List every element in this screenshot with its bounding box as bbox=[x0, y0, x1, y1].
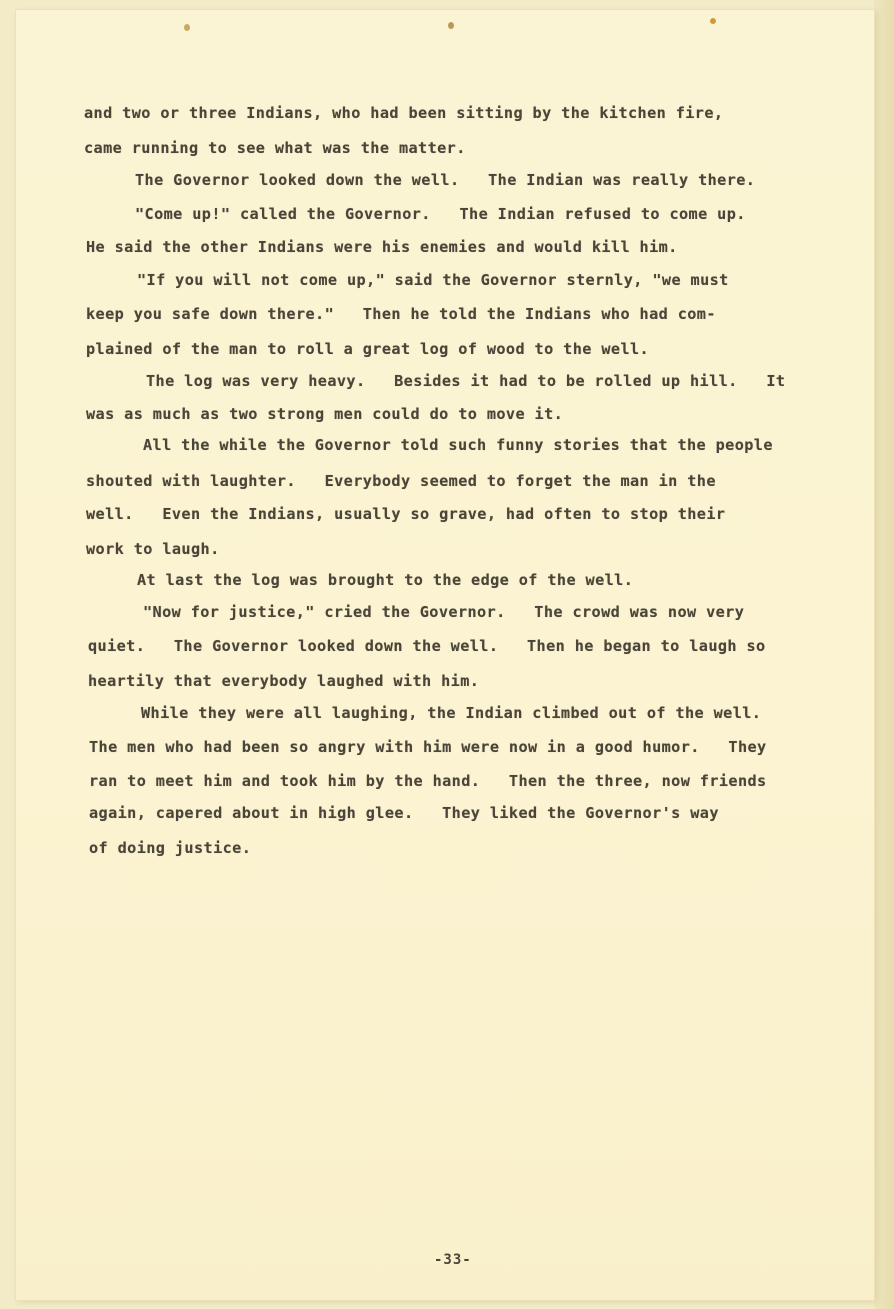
text-line: quiet. The Governor looked down the well. Then he began to laugh so bbox=[88, 637, 766, 655]
text-line: He said the other Indians were his enemies and would kill him. bbox=[86, 238, 678, 256]
text-line: The log was very heavy. Besides it had to be rolled up hill. It bbox=[146, 372, 786, 390]
text-line: "Now for justice," cried the Governor. The crowd was now very bbox=[143, 603, 745, 621]
text-line: While they were all laughing, the Indian climbed out of the well. bbox=[141, 704, 762, 722]
text-line: "Come up!" called the Governor. The Indian refused to come up. bbox=[135, 205, 746, 223]
text-line: heartily that everybody laughed with him. bbox=[88, 672, 480, 690]
text-line: work to laugh. bbox=[86, 540, 220, 558]
text-line: The men who had been so angry with him were now in a good humor. They bbox=[89, 738, 767, 756]
text-line: shouted with laughter. Everybody seemed to forget the man in the bbox=[86, 472, 716, 490]
page-number: -33- bbox=[434, 1252, 472, 1268]
text-line: was as much as two strong men could do to move it. bbox=[86, 405, 564, 423]
text-line: of doing justice. bbox=[89, 839, 252, 857]
text-line: again, capered about in high glee. They liked the Governor's way bbox=[89, 804, 719, 822]
text-line: "If you will not come up," said the Governor sternly, "we must bbox=[137, 271, 729, 289]
text-line: keep you safe down there." Then he told the Indians who had com- bbox=[86, 305, 716, 323]
text-line: and two or three Indians, who had been sitting by the kitchen fire, bbox=[84, 104, 724, 122]
text-line: well. Even the Indians, usually so grave, had often to stop their bbox=[86, 505, 726, 523]
text-line: came running to see what was the matter. bbox=[84, 139, 466, 157]
text-line: ran to meet him and took him by the hand. Then the three, now friends bbox=[89, 772, 767, 790]
text-line: At last the log was brought to the edge of the well. bbox=[137, 571, 634, 589]
text-line: The Governor looked down the well. The Indian was really there. bbox=[135, 171, 756, 189]
text-line: plained of the man to roll a great log of wood to the well. bbox=[86, 340, 650, 358]
text-line: All the while the Governor told such funny stories that the people bbox=[143, 436, 773, 454]
